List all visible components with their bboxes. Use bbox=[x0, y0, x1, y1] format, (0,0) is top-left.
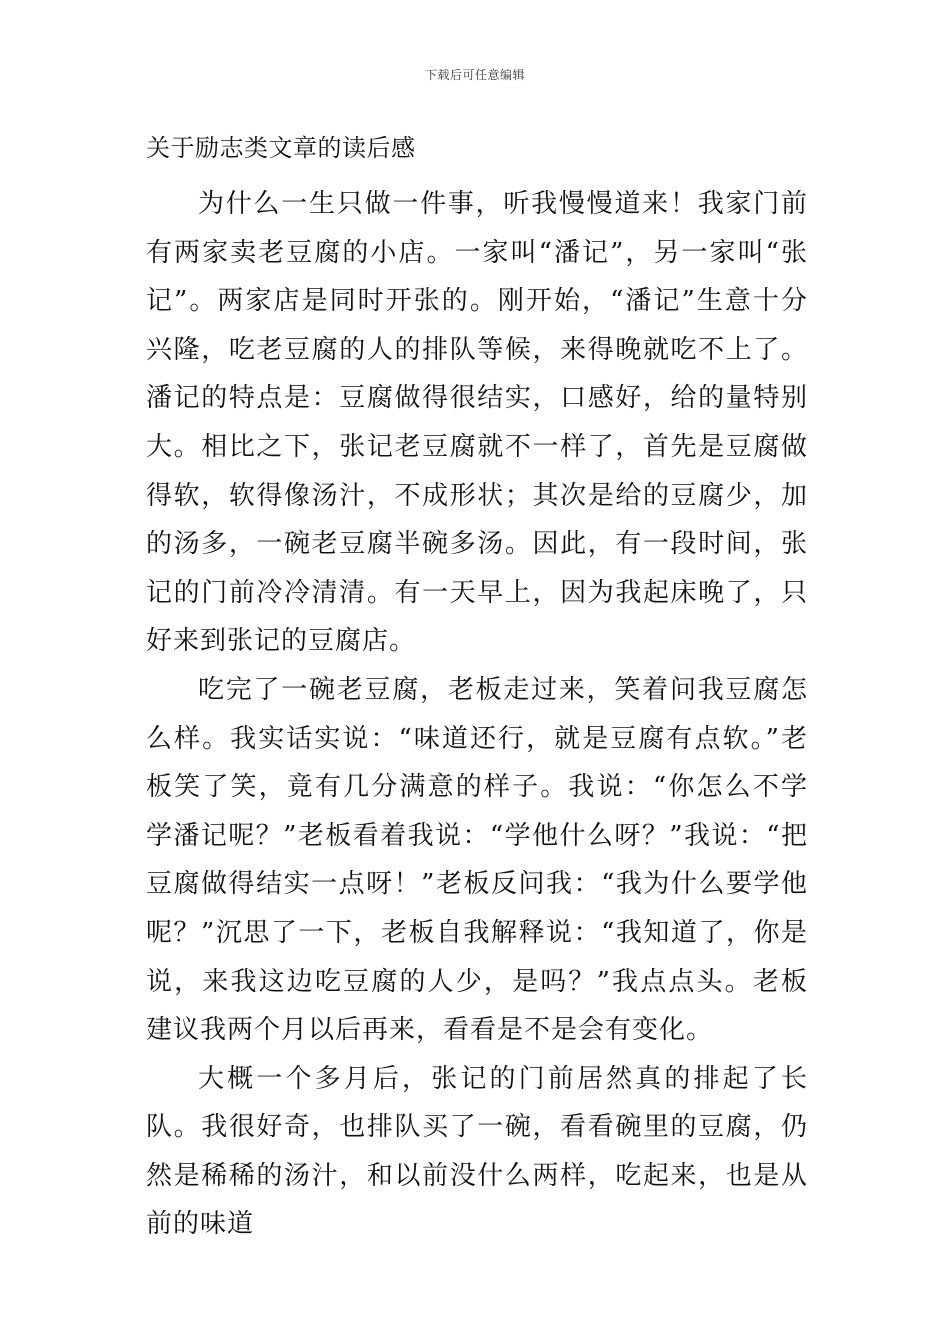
paragraph-2: 吃完了一碗老豆腐，老板走过来，笑着问我豆腐怎么样。我实话实说：“味道还行，就是豆腐有点软。”老板笑了笑，竟有几分满意的样子。我说：“你怎么不学学潘记呢？”老板看着我说：“学他什么呀？”我说：“把豆腐做得结实一点呀！”老板反问我：“我为什么要学他呢？”沉思了一下，老板自我解释说：“我知道了，你是说，来我这边吃豆腐的人少，是吗？”我点点头。老板建议我两个月以后再来，看看是不是会有变化。 bbox=[146, 674, 808, 1046]
paragraph-3: 大概一个多月后，张记的门前居然真的排起了长队。我很好奇，也排队买了一碗，看看碗里的豆腐，仍然是稀稀的汤汁，和以前没什么两样，吃起来，也是从前的味道 bbox=[146, 1063, 808, 1240]
document-body bbox=[146, 180, 808, 1249]
paragraph-1: 为什么一生只做一件事，听我慢慢道来！我家门前有两家卖老豆腐的小店。一家叫“潘记”，另一家叫“张记”。两家店是同时开张的。刚开始，“潘记”生意十分兴隆，吃老豆腐的人的排队等候，来得晚就吃不上了。潘记的特点是：豆腐做得很结实，口感好，给的量特别大。相比之下，张记老豆腐就不一样了，首先是豆腐做得软，软得像汤汁，不成形状；其次是给的豆腐少，加的汤多，一碗老豆腐半碗多汤。因此，有一段时间，张记的门前冷冷清清。有一天早上，因为我起床晚了，只好来到张记的豆腐店。 bbox=[146, 189, 808, 657]
document-title: 关于励志类文章的读后感 bbox=[146, 134, 416, 162]
header-note: 下载后可任意编辑 bbox=[424, 68, 525, 82]
